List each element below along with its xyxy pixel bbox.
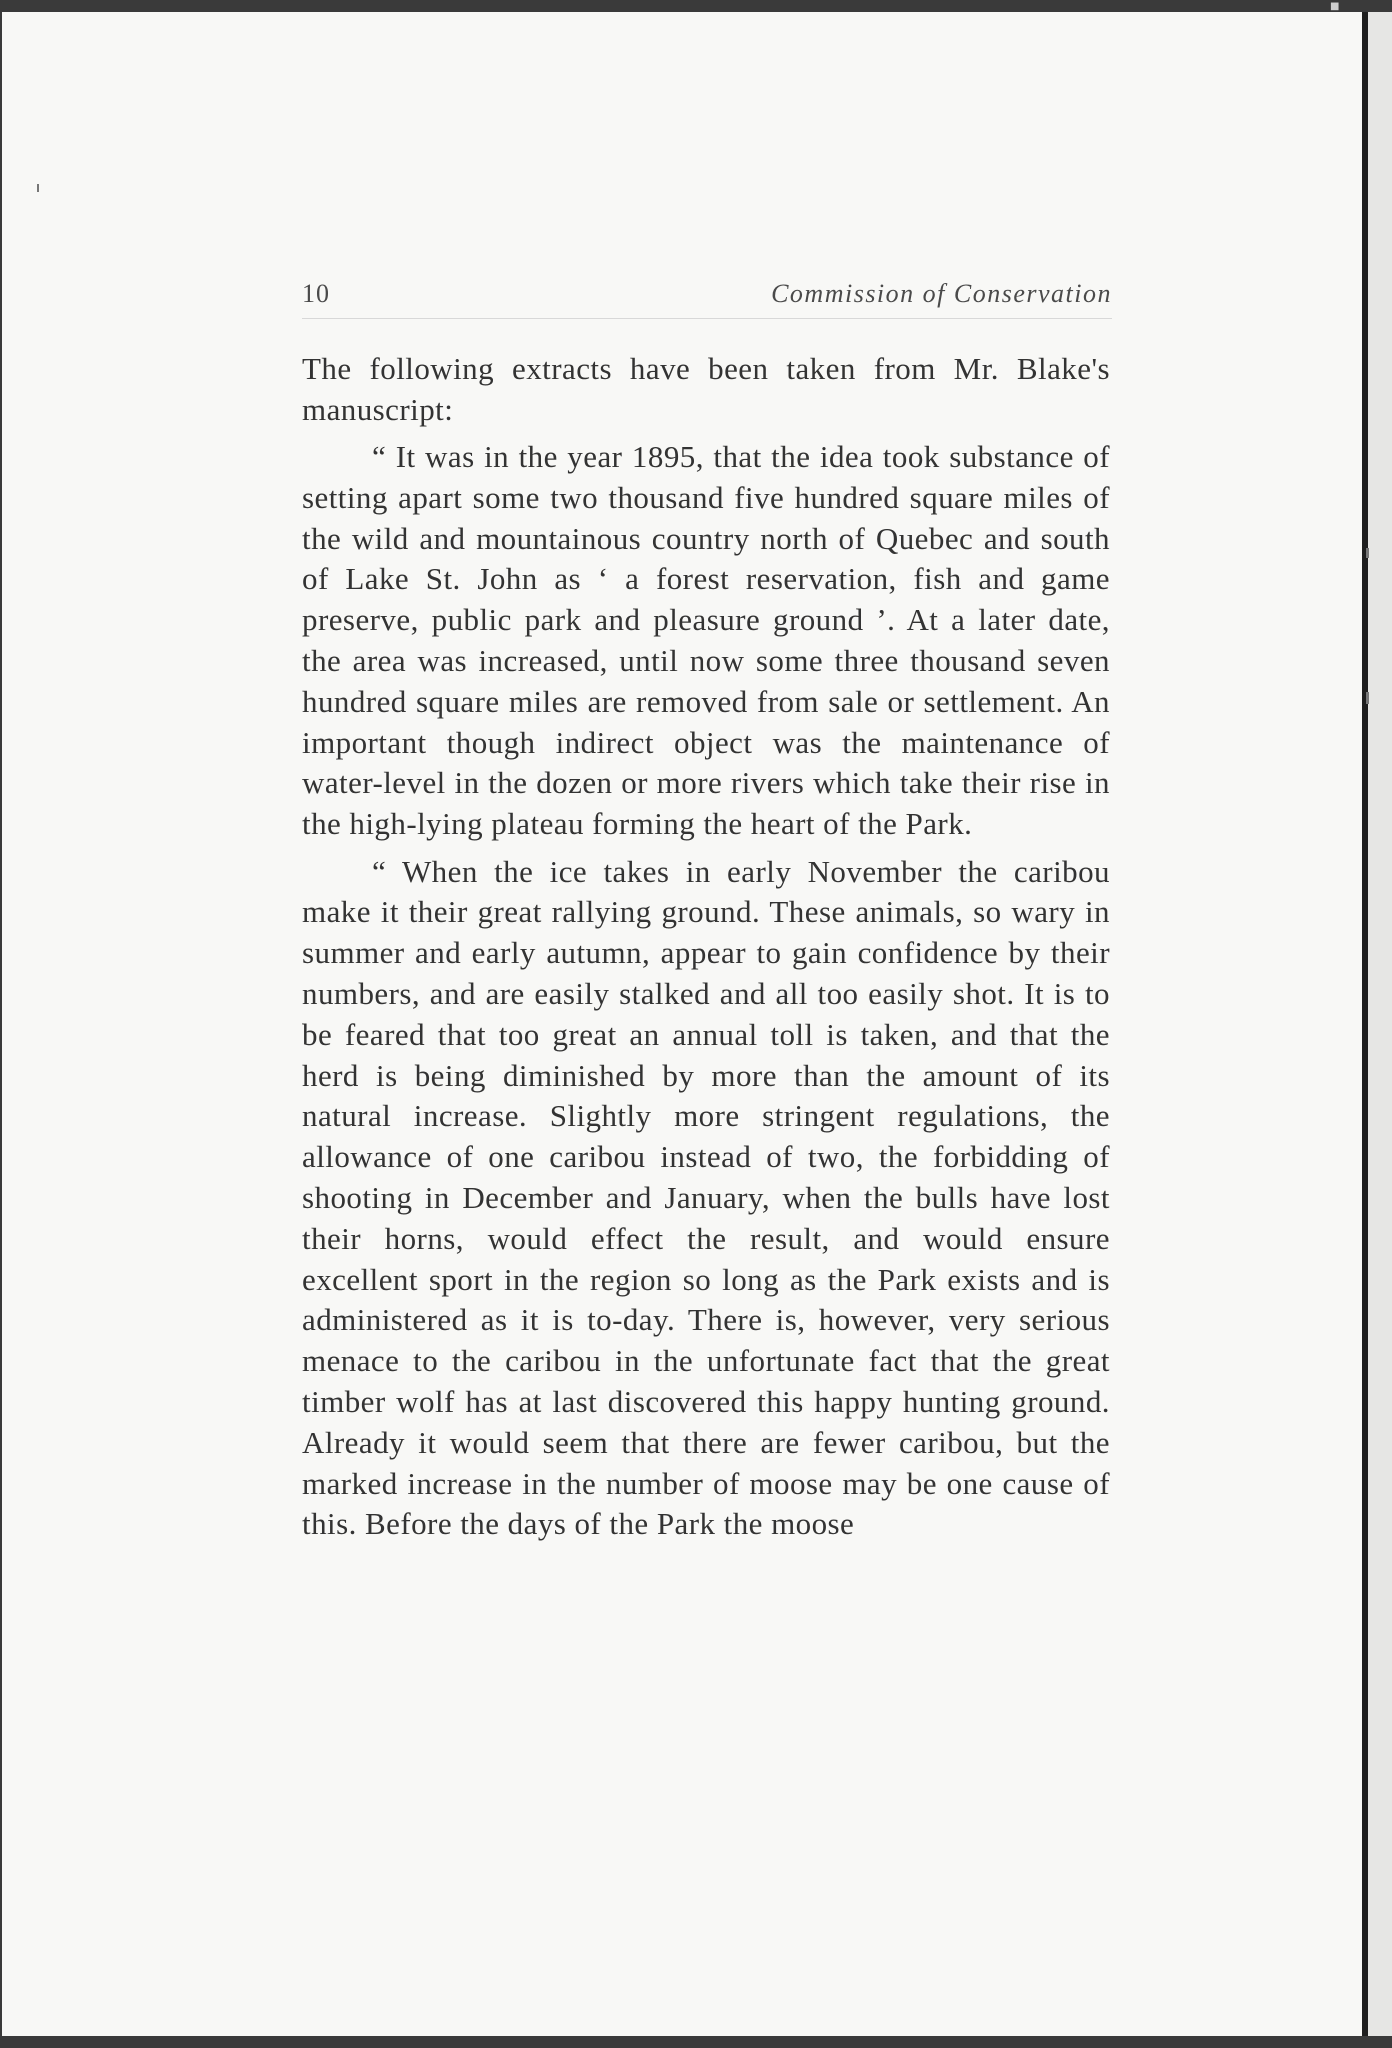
page-speck — [37, 184, 39, 192]
adjacent-page-strip — [1368, 12, 1392, 2036]
paragraph-intro: The following extracts have been taken from Mr. Blake's manuscript: — [302, 351, 1110, 427]
paragraph-caribou: “ When the ice takes in early November the caribou make it their great rallying ground. These animals, so wary in summer and early autumn, appear to gain confidence by their numbers, and are easily stalked and all too easily shot. It is to be feared that too great an annual toll is taken, and that the herd is being diminished by more than the amount of its natural increase. Slightly more stringent regulations, the allowance of one caribou instead of two, the forbidding of shooting in December and January, when the bulls have lost their horns, would effect the result, and would ensure excellent sport in the region so long as the Park exists and is administered as it is to-day. There is, however, very serious menace to the caribou in the unfortunate fact that the great timber wolf has at last discovered this happy hunting ground. Already it would seem that there are fewer caribou, but the marked increase in the number of moose may be one cause of this. Before the days of the Park the moose — [302, 853, 1110, 1542]
paragraph-park-history: “ It was in the year 1895, that the idea took substance of setting apart some two thousand five hundred square miles of the wild and mountainous country north of Quebec and south of Lake St. John as ‘ a forest reservation, fish and game preserve, public park and pleasure ground ’. At a later date, the area was increased, until now some three thousand seven hundred square miles are removed from sale or settlement. An important though indirect object was the maintenance of water-level in the dozen or more rivers which take their rise in the high-lying plateau forming the heart of the Park. — [302, 439, 1110, 842]
scan-corner-mark: ■ — [1330, 1, 1340, 12]
running-title: Commission of Conservation — [771, 279, 1112, 308]
page-number: 10 — [302, 279, 330, 308]
header-rule — [302, 318, 1112, 319]
page-speck — [1366, 548, 1369, 558]
page-body — [302, 349, 1110, 1545]
page-speck — [1366, 692, 1369, 704]
running-header — [302, 276, 1112, 316]
